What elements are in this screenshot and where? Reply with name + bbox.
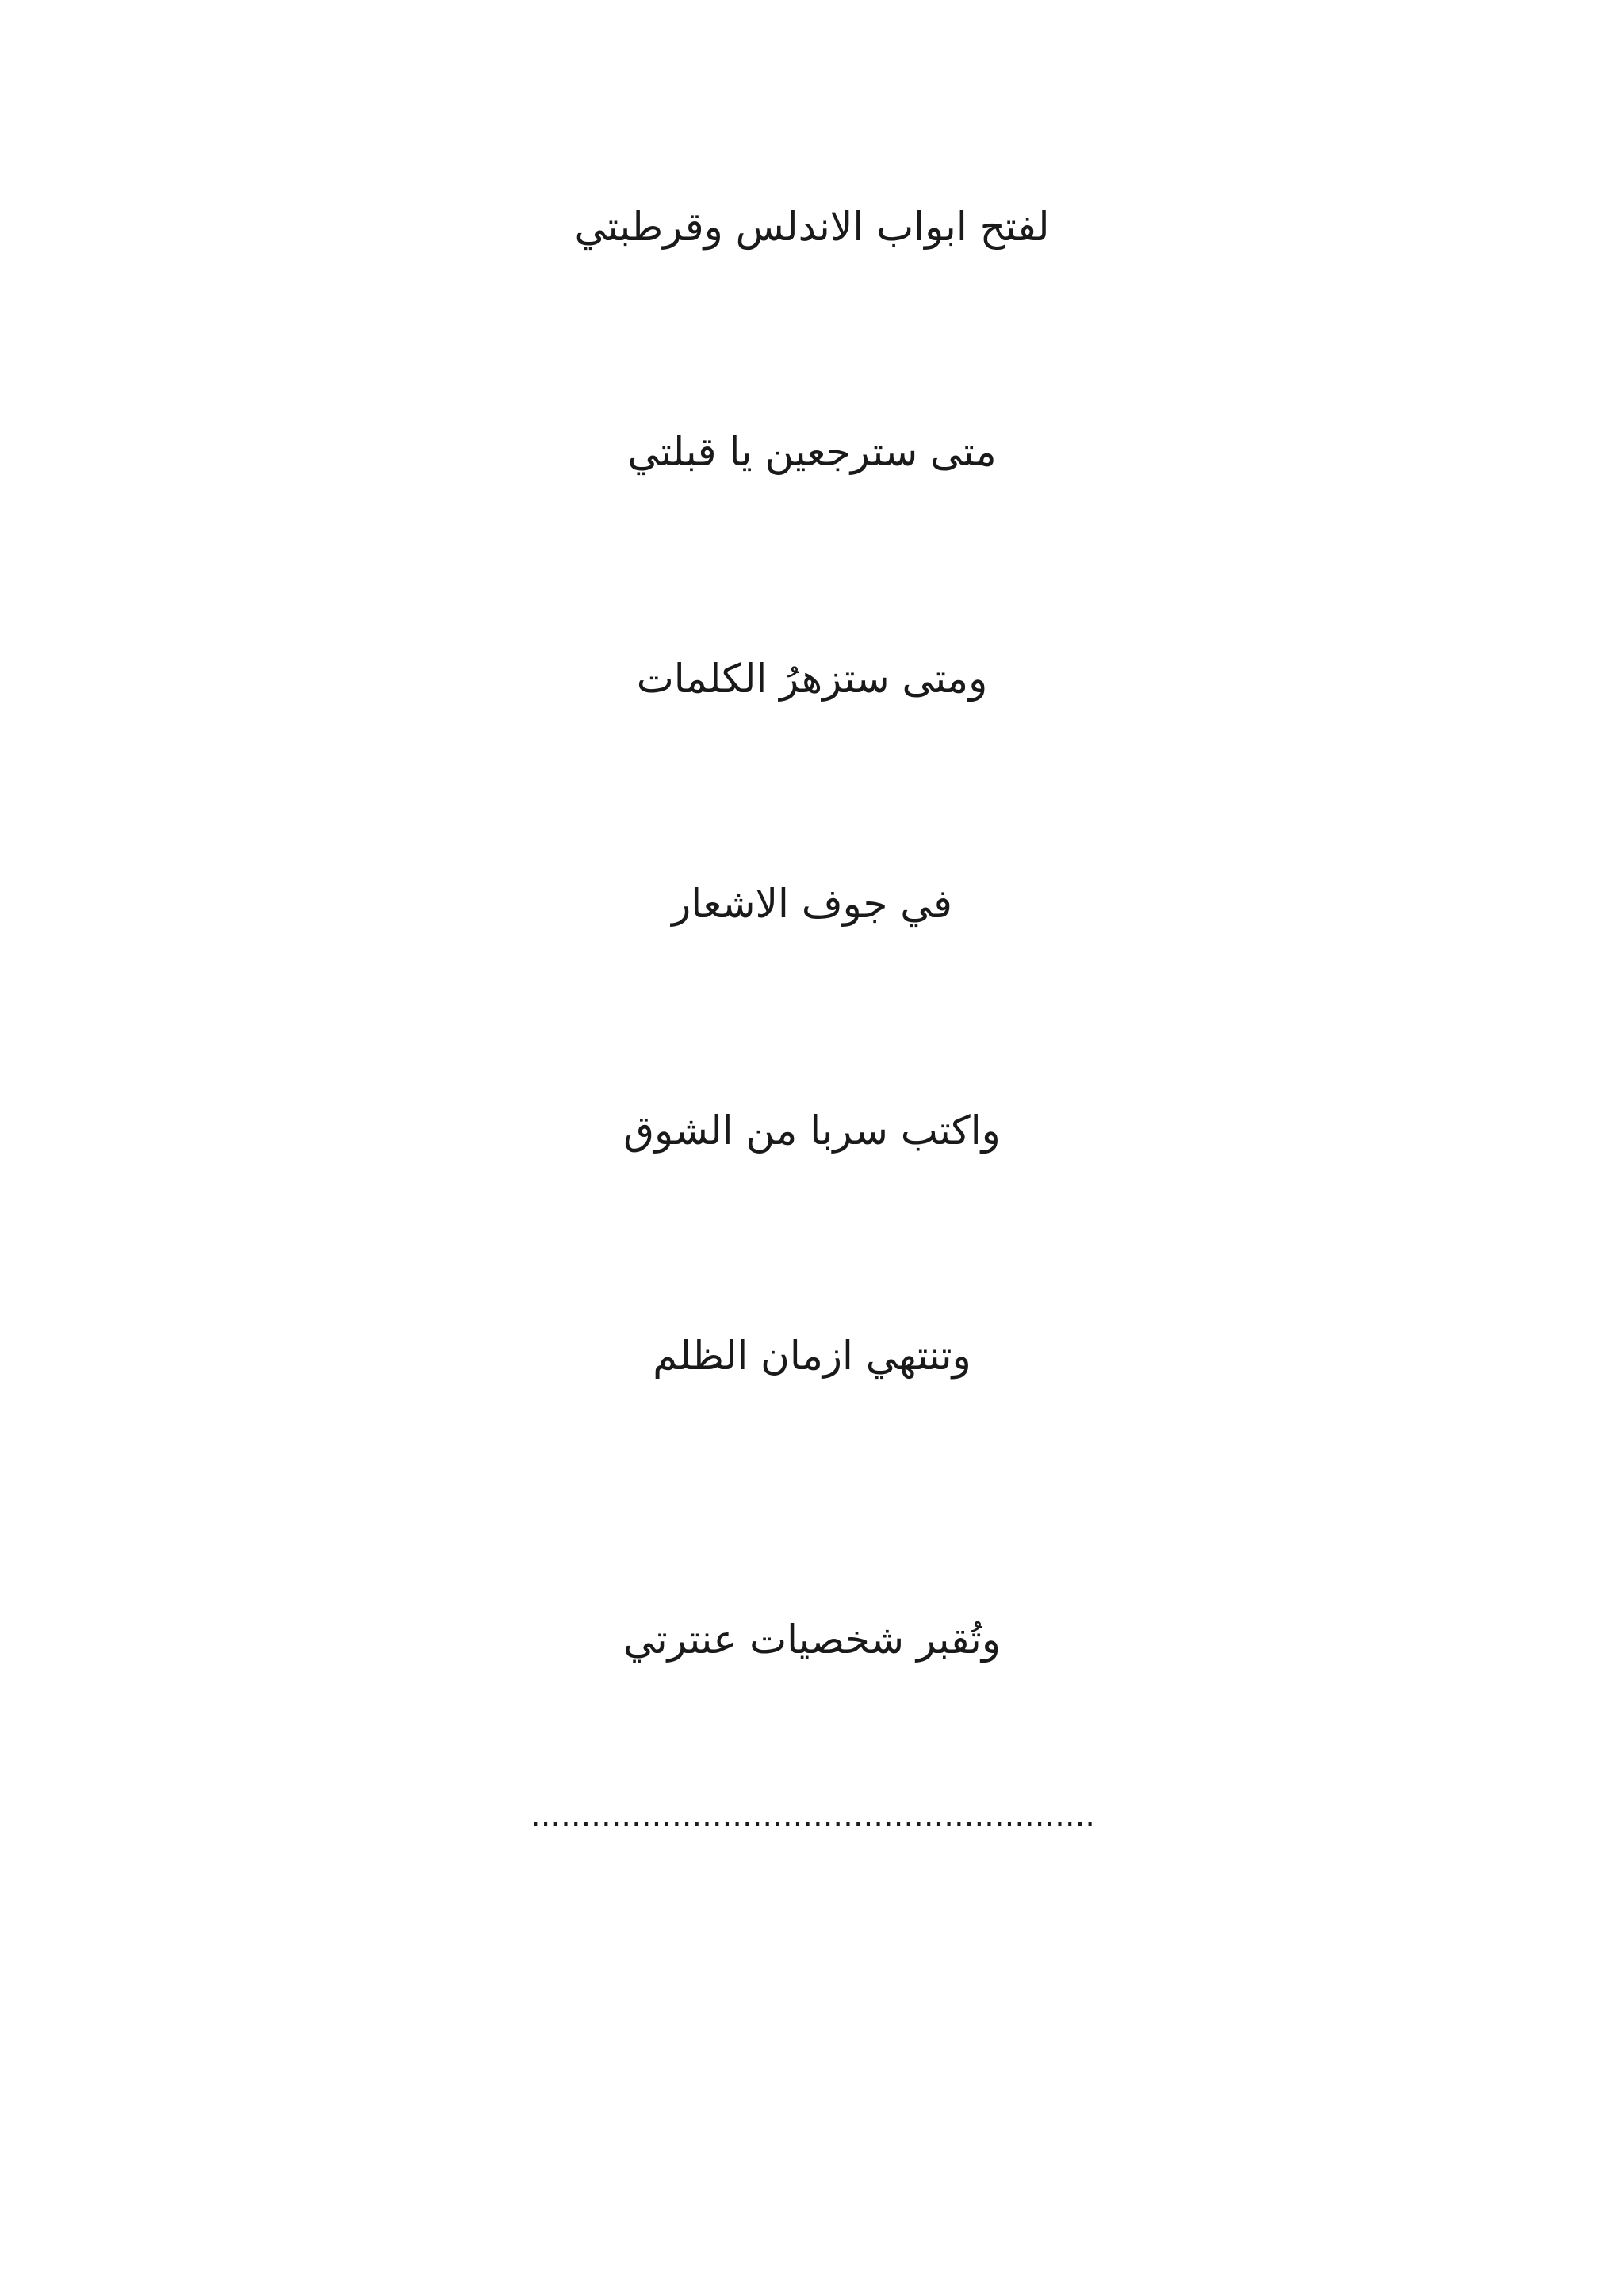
poem-line: لفتح ابواب الاندلس وقرطبتي	[574, 204, 1050, 250]
poem-line: وتنتهي ازمان الظلم	[653, 1333, 971, 1379]
poem-line: واكتب سربا من الشوق	[623, 1108, 1001, 1154]
poem-line: في جوف الاشعار	[672, 881, 952, 927]
poem-line: وتُقبر شخصيات عنترتي	[623, 1617, 1001, 1663]
poem-line: متى سترجعين يا قبلتي	[627, 429, 997, 475]
dotted-ellipsis-line: ........................................................	[530, 1797, 1096, 1834]
poem-line: ومتى ستزهرُ الكلمات	[636, 656, 988, 702]
